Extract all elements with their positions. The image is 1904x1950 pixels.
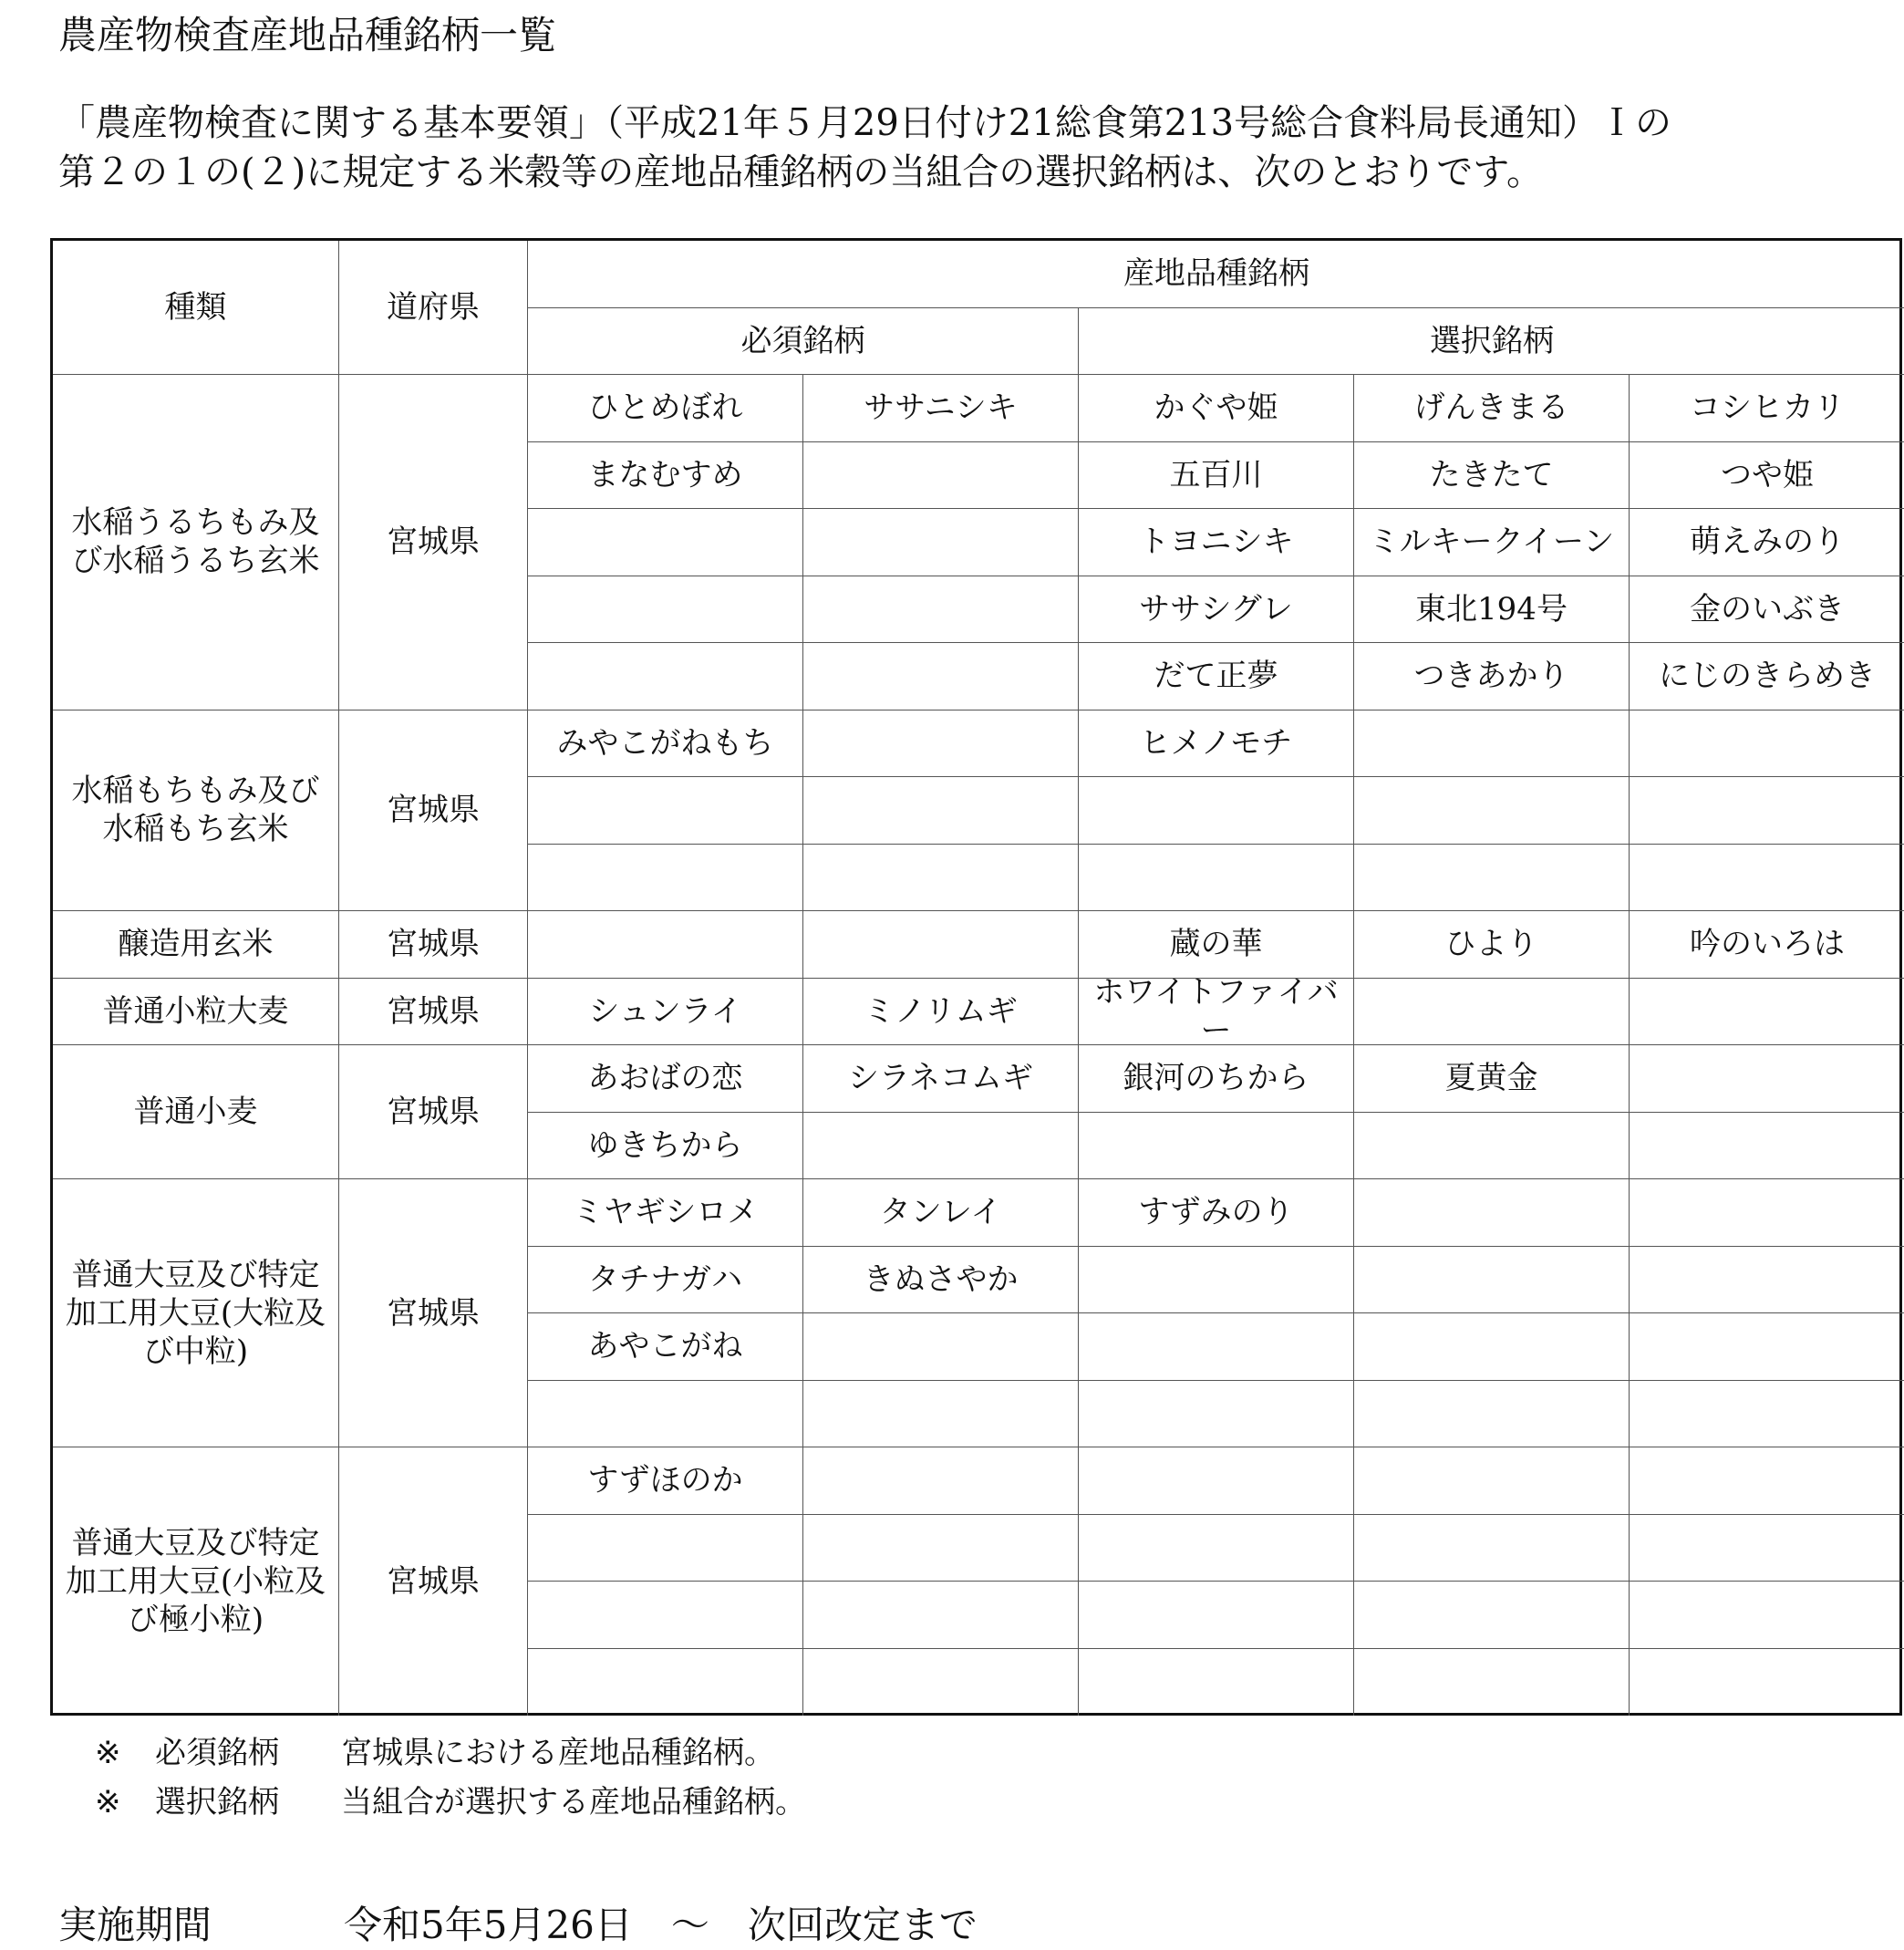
header-brand-group: 産地品種銘柄: [528, 241, 1904, 308]
selected-brand-cell: [1630, 1649, 1904, 1717]
selected-brand-cell: [1079, 1113, 1354, 1180]
selected-brand-cell: [1354, 1113, 1630, 1180]
selected-brand-cell: [1079, 1247, 1354, 1314]
mandatory-brand-cell: [528, 911, 803, 979]
selected-brand-cell: [1354, 1313, 1630, 1381]
mandatory-brand-cell: [528, 1582, 803, 1649]
selected-brand-cell: [1630, 1381, 1904, 1448]
note-key: 必須銘柄: [155, 1735, 279, 1771]
intro-line-2: 第２の１の(２)に規定する米穀等の産地品種銘柄の当組合の選択銘柄は、次のとおりです。: [58, 151, 1544, 193]
selected-brand-cell: [1354, 1381, 1630, 1448]
selected-brand-cell: 銀河のちから: [1079, 1045, 1354, 1113]
selected-brand-cell: [1079, 777, 1354, 845]
prefecture-cell: 宮城県: [339, 979, 528, 1046]
mandatory-brand-cell: [803, 643, 1079, 711]
selected-brand-cell: [1630, 979, 1904, 1046]
selected-brand-cell: かぐや姫: [1079, 375, 1354, 442]
selected-brand-cell: [1354, 1515, 1630, 1582]
prefecture-cell: 宮城県: [339, 375, 528, 711]
mandatory-brand-cell: [803, 1649, 1079, 1717]
mandatory-brand-cell: [528, 845, 803, 912]
category-cell: 普通大豆及び特定加工用大豆(大粒及び中粒): [53, 1179, 339, 1447]
prefecture-cell: 宮城県: [339, 1045, 528, 1179]
selected-brand-cell: 夏黄金: [1354, 1045, 1630, 1113]
header-selected: 選択銘柄: [1079, 308, 1904, 376]
mandatory-brand-cell: すずほのか: [528, 1447, 803, 1515]
mandatory-brand-cell: タチナガハ: [528, 1247, 803, 1314]
note-mandatory: [95, 1727, 775, 1772]
header-kind: 種類: [53, 241, 339, 375]
mandatory-brand-cell: [803, 1515, 1079, 1582]
selected-brand-cell: [1630, 845, 1904, 912]
mandatory-brand-cell: シュンライ: [528, 979, 803, 1046]
mandatory-brand-cell: [803, 1381, 1079, 1448]
prefecture-cell: 宮城県: [339, 1179, 528, 1447]
mandatory-brand-cell: ミノリムギ: [803, 979, 1079, 1046]
note-mark: ※: [95, 1784, 121, 1820]
selected-brand-cell: ヒメノモチ: [1079, 711, 1354, 778]
selected-brand-cell: [1079, 1515, 1354, 1582]
selected-brand-cell: 金のいぶき: [1630, 576, 1904, 644]
mandatory-brand-cell: [803, 777, 1079, 845]
category-cell: 普通小麦: [53, 1045, 339, 1179]
category-cell: 水稲うるちもみ及び水稲うるち玄米: [53, 375, 339, 711]
selected-brand-cell: たきたて: [1354, 442, 1630, 510]
selected-brand-cell: [1354, 1179, 1630, 1247]
category-cell: 普通小粒大麦: [53, 979, 339, 1046]
selected-brand-cell: [1354, 1447, 1630, 1515]
note-selected: [95, 1777, 806, 1821]
mandatory-brand-cell: [803, 911, 1079, 979]
selected-brand-cell: ミルキークイーン: [1354, 509, 1630, 576]
mandatory-brand-cell: [803, 576, 1079, 644]
selected-brand-cell: トヨニシキ: [1079, 509, 1354, 576]
mandatory-brand-cell: みやこがねもち: [528, 711, 803, 778]
selected-brand-cell: [1630, 1447, 1904, 1515]
selected-brand-cell: つや姫: [1630, 442, 1904, 510]
category-cell: 醸造用玄米: [53, 911, 339, 979]
mandatory-brand-cell: [803, 711, 1079, 778]
mandatory-brand-cell: シラネコムギ: [803, 1045, 1079, 1113]
selected-brand-cell: [1630, 1313, 1904, 1381]
mandatory-brand-cell: [803, 509, 1079, 576]
selected-brand-cell: [1630, 1179, 1904, 1247]
period-label: 実施期間: [58, 1903, 212, 1947]
mandatory-brand-cell: タンレイ: [803, 1179, 1079, 1247]
selected-brand-cell: だて正夢: [1079, 643, 1354, 711]
selected-brand-cell: すずみのり: [1079, 1179, 1354, 1247]
selected-brand-cell: [1354, 979, 1630, 1046]
selected-brand-cell: [1354, 1649, 1630, 1717]
mandatory-brand-cell: ササニシキ: [803, 375, 1079, 442]
selected-brand-cell: 五百川: [1079, 442, 1354, 510]
category-cell: 水稲もちもみ及び水稲もち玄米: [53, 711, 339, 912]
header-prefecture: 道府県: [339, 241, 528, 375]
mandatory-brand-cell: [803, 442, 1079, 510]
selected-brand-cell: [1079, 845, 1354, 912]
intro-text: [58, 99, 1671, 197]
selected-brand-cell: ひより: [1354, 911, 1630, 979]
selected-brand-cell: [1354, 777, 1630, 845]
selected-brand-cell: [1354, 1582, 1630, 1649]
mandatory-brand-cell: まなむすめ: [528, 442, 803, 510]
note-text: 宮城県における産地品種銘柄。: [341, 1735, 775, 1771]
brand-table: [50, 238, 1902, 1716]
selected-brand-cell: ササシグレ: [1079, 576, 1354, 644]
note-text: 当組合が選択する産地品種銘柄。: [341, 1784, 806, 1820]
mandatory-brand-cell: [528, 1649, 803, 1717]
mandatory-brand-cell: [528, 509, 803, 576]
selected-brand-cell: 吟のいろは: [1630, 911, 1904, 979]
selected-brand-cell: [1079, 1649, 1354, 1717]
prefecture-cell: 宮城県: [339, 711, 528, 912]
selected-brand-cell: げんきまる: [1354, 375, 1630, 442]
mandatory-brand-cell: [803, 1447, 1079, 1515]
mandatory-brand-cell: [528, 777, 803, 845]
selected-brand-cell: にじのきらめき: [1630, 643, 1904, 711]
page-title: 農産物検査産地品種銘柄一覧: [58, 13, 557, 57]
selected-brand-cell: 萌えみのり: [1630, 509, 1904, 576]
mandatory-brand-cell: [803, 1113, 1079, 1180]
mandatory-brand-cell: [803, 1313, 1079, 1381]
mandatory-brand-cell: [803, 1582, 1079, 1649]
mandatory-brand-cell: ひとめぼれ: [528, 375, 803, 442]
implementation-period: [58, 1895, 978, 1950]
header-mandatory: 必須銘柄: [528, 308, 1079, 376]
selected-brand-cell: [1630, 777, 1904, 845]
selected-brand-cell: [1079, 1582, 1354, 1649]
mandatory-brand-cell: [528, 1515, 803, 1582]
selected-brand-cell: [1354, 1247, 1630, 1314]
mandatory-brand-cell: [528, 1381, 803, 1448]
mandatory-brand-cell: ゆきちから: [528, 1113, 803, 1180]
mandatory-brand-cell: あおばの恋: [528, 1045, 803, 1113]
selected-brand-cell: [1354, 711, 1630, 778]
selected-brand-cell: [1630, 1247, 1904, 1314]
mandatory-brand-cell: [528, 576, 803, 644]
mandatory-brand-cell: きぬさやか: [803, 1247, 1079, 1314]
mandatory-brand-cell: あやこがね: [528, 1313, 803, 1381]
category-cell: 普通大豆及び特定加工用大豆(小粒及び極小粒): [53, 1447, 339, 1716]
selected-brand-cell: 東北194号: [1354, 576, 1630, 644]
selected-brand-cell: ホワイトファイバー: [1079, 979, 1354, 1046]
mandatory-brand-cell: ミヤギシロメ: [528, 1179, 803, 1247]
selected-brand-cell: [1079, 1313, 1354, 1381]
selected-brand-cell: 蔵の華: [1079, 911, 1354, 979]
selected-brand-cell: [1630, 711, 1904, 778]
note-key: 選択銘柄: [155, 1784, 279, 1820]
note-mark: ※: [95, 1735, 121, 1771]
selected-brand-cell: [1630, 1515, 1904, 1582]
mandatory-brand-cell: [528, 643, 803, 711]
mandatory-brand-cell: [803, 845, 1079, 912]
intro-line-1: 「農産物検査に関する基本要領」（平成21年５月29日付け21総食第213号総合食料局長通知）Ｉの: [58, 102, 1672, 144]
prefecture-cell: 宮城県: [339, 911, 528, 979]
selected-brand-cell: [1630, 1045, 1904, 1113]
period-value: 令和5年5月26日 ～ 次回改定まで: [344, 1903, 978, 1947]
selected-brand-cell: [1079, 1381, 1354, 1448]
selected-brand-cell: [1630, 1113, 1904, 1180]
selected-brand-cell: [1079, 1447, 1354, 1515]
selected-brand-cell: コシヒカリ: [1630, 375, 1904, 442]
selected-brand-cell: [1630, 1582, 1904, 1649]
selected-brand-cell: [1354, 845, 1630, 912]
selected-brand-cell: つきあかり: [1354, 643, 1630, 711]
prefecture-cell: 宮城県: [339, 1447, 528, 1716]
